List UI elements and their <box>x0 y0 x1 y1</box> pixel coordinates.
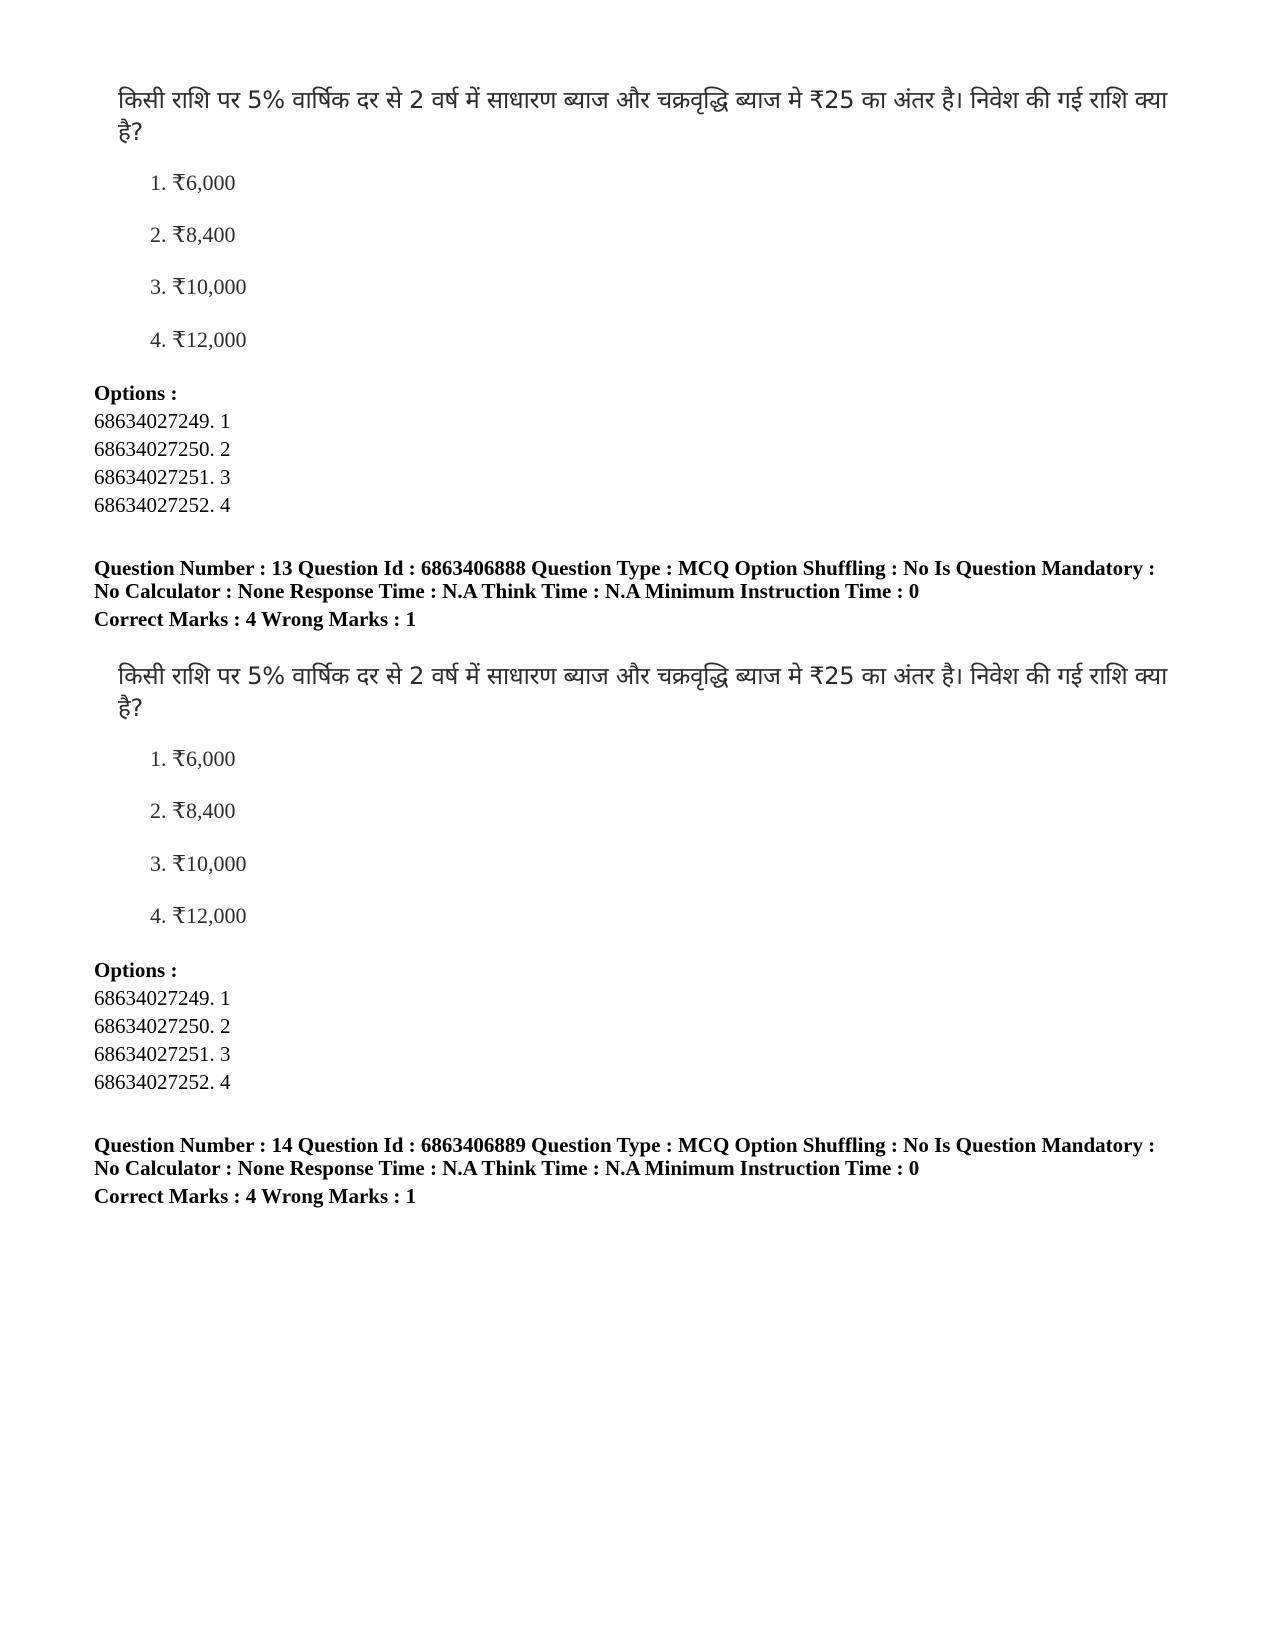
option-id-line: 68634027249. 1 <box>94 986 231 1010</box>
question-text: किसी राशि पर 5% वार्षिक दर से 2 वर्ष में साधारण ब्याज और चक्रवृद्धि ब्याज मे ₹25 का अंतर है। निवेश की गई राशि क्या है? <box>118 86 1168 146</box>
answer-choice-3: 3. ₹10,000 <box>150 274 247 299</box>
answer-choice-1: 1. ₹6,000 <box>150 170 236 195</box>
answer-choice-2: 2. ₹8,400 <box>150 222 236 247</box>
answer-choice-4: 4. ₹12,000 <box>150 903 247 928</box>
question-meta-line-1: Question Number : 14 Question Id : 6863406889 Question Type : MCQ Option Shuffling : No Is Question Mandatory : <box>94 1133 1156 1157</box>
option-id-line: 68634027249. 1 <box>94 409 231 433</box>
option-id-line: 68634027250. 2 <box>94 437 231 461</box>
answer-choice-3: 3. ₹10,000 <box>150 851 247 876</box>
options-heading: Options : <box>94 958 178 982</box>
question-marks: Correct Marks : 4 Wrong Marks : 1 <box>94 607 417 631</box>
option-id-line: 68634027252. 4 <box>94 1070 231 1094</box>
options-heading: Options : <box>94 381 178 405</box>
option-id-line: 68634027251. 3 <box>94 465 231 489</box>
question-meta-line-1: Question Number : 13 Question Id : 6863406888 Question Type : MCQ Option Shuffling : No Is Question Mandatory : <box>94 556 1156 580</box>
question-meta-line-2: No Calculator : None Response Time : N.A Think Time : N.A Minimum Instruction Time : 0 <box>94 579 920 603</box>
question-meta-line-2: No Calculator : None Response Time : N.A Think Time : N.A Minimum Instruction Time : 0 <box>94 1156 920 1180</box>
option-id-line: 68634027251. 3 <box>94 1042 231 1066</box>
answer-choice-2: 2. ₹8,400 <box>150 798 236 823</box>
question-text: किसी राशि पर 5% वार्षिक दर से 2 वर्ष में साधारण ब्याज और चक्रवृद्धि ब्याज मे ₹25 का अंतर है। निवेश की गई राशि क्या है? <box>118 662 1168 722</box>
option-id-line: 68634027250. 2 <box>94 1014 231 1038</box>
question-marks: Correct Marks : 4 Wrong Marks : 1 <box>94 1184 417 1208</box>
option-id-line: 68634027252. 4 <box>94 493 231 517</box>
answer-choice-1: 1. ₹6,000 <box>150 746 236 771</box>
answer-choice-4: 4. ₹12,000 <box>150 327 247 352</box>
